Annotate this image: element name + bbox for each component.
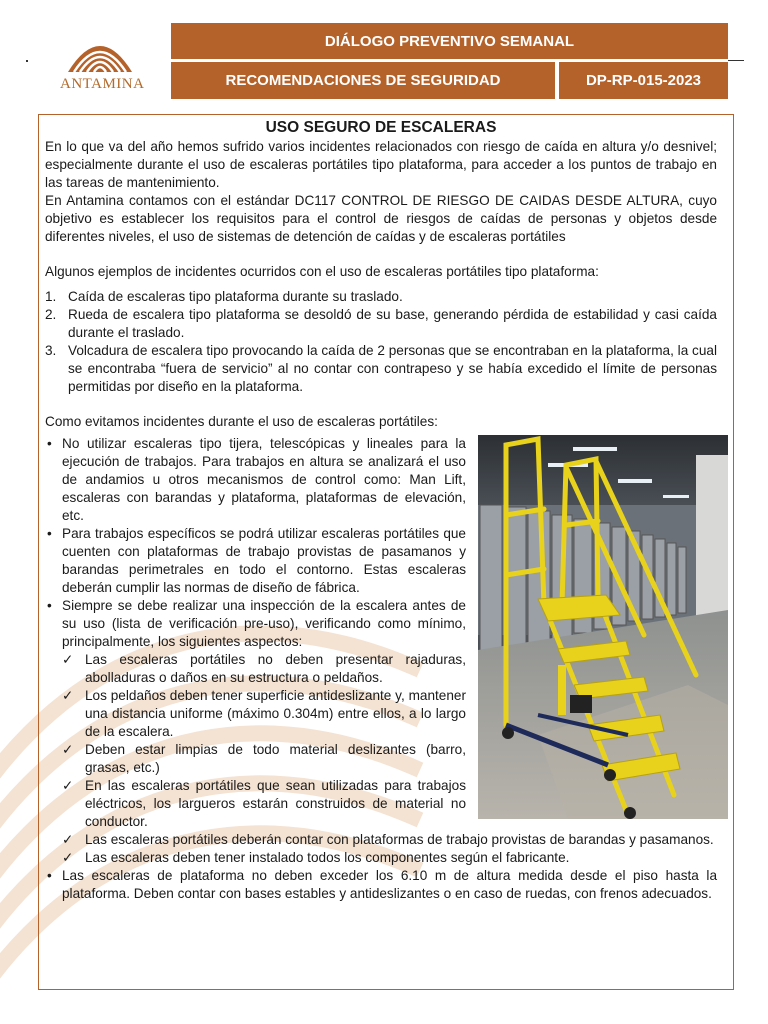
bullet-icon: • bbox=[47, 598, 52, 613]
list-item: • No utilizar escaleras tipo tijera, telescópicas y lineales para la ejecución de trabajos. Para trabajos en altura se analizará el uso de andamios u otros mecanismos de control como: Man Lift, escaleras con barandas y plataforma, plataformas de elevación, etc. bbox=[47, 436, 466, 523]
antamina-logo bbox=[60, 26, 145, 96]
list-item: • Siempre se debe realizar una inspección de la escalera antes de su uso (lista de verificación pre-uso), verificando como mínimo, principalmente, los siguientes aspectos: bbox=[47, 598, 466, 649]
checkmark-icon: ✓ bbox=[62, 742, 74, 757]
list-item: • Para trabajos específicos se podrá utilizar escaleras portátiles que cuenten con plataformas de trabajo provistas de pasamanos y barandas perimetrales en todo el contorno. Estas escaleras deberán cumplir las normas de diseño de fábrica. bbox=[47, 526, 466, 595]
examples-heading: Algunos ejemplos de incidentes ocurridos con el uso de escaleras portátiles tipo plataforma: bbox=[45, 264, 599, 279]
intro-paragraph-2: En Antamina contamos con el estándar DC117 CONTROL DE RIESGO DE CAIDAS DESDE ALTURA, cuyo objetivo es establecer los requisitos para el control de riesgos de caídas de personas y objetos desde diferentes niveles, el uso de sistemas de detención de caídas y de escaleras portátiles bbox=[45, 193, 717, 244]
header-rule bbox=[728, 60, 744, 61]
document-body bbox=[45, 119, 717, 903]
recommendations-section bbox=[45, 435, 717, 903]
checkmark-icon: ✓ bbox=[62, 688, 74, 703]
checklist-item: ✓ En las escaleras portátiles que sean utilizadas para trabajos eléctricos, los largueros estarán construidos de material no conductor. bbox=[62, 778, 466, 829]
list-item: 3. Volcadura de escalera tipo provocando la caída de 2 personas que se encontraban en la plataforma, la cual se encontraba “fuera de servicio” al no contar con contrapeso y se había excedido el límite de personas permitidas por diseño en la plataforma. bbox=[45, 343, 717, 394]
checkmark-icon: ✓ bbox=[62, 652, 74, 667]
document-title: USO SEGURO DE ESCALERAS bbox=[265, 119, 497, 136]
logo-mountain-icon bbox=[60, 26, 140, 78]
list-item: 2. Rueda de escalera tipo plataforma se desoldó de su base, generando pérdida de estabilidad y casi caída durante el traslado. bbox=[45, 307, 717, 340]
ladder-photo bbox=[478, 435, 728, 819]
logo-text: ANTAMINA bbox=[60, 76, 145, 92]
checklist-item: ✓ Las escaleras portátiles no deben presentar rajaduras, abolladuras o daños en su estructura o peldaños. bbox=[62, 652, 466, 685]
incident-list bbox=[45, 288, 717, 396]
checkmark-icon: ✓ bbox=[62, 778, 74, 793]
checklist-item: ✓ Los peldaños deben tener superficie antideslizante y, mantener una distancia uniforme (máximo 0.304m) entre ellos, a lo largo de la escalera. bbox=[62, 688, 466, 739]
bullet-icon: • bbox=[47, 436, 52, 451]
header-title: DIÁLOGO PREVENTIVO SEMANAL bbox=[171, 23, 728, 59]
checkmark-icon: ✓ bbox=[62, 832, 74, 847]
list-item: 1. Caída de escaleras tipo plataforma durante su traslado. bbox=[45, 289, 403, 304]
list-item: • Las escaleras de plataforma no deben exceder los 6.10 m de altura medida desde el piso hasta la plataforma. Deben contar con bases estables y antideslizantes o en caso de ruedas, con frenos adecuados. bbox=[47, 868, 717, 901]
bullet-icon: • bbox=[47, 526, 52, 541]
checkmark-icon: ✓ bbox=[62, 850, 74, 865]
checklist-item: ✓ Las escaleras portátiles deberán contar con plataformas de trabajo provistas de barandas y pasamanos. bbox=[62, 832, 714, 847]
checklist-item: ✓ Deben estar limpias de todo material deslizantes (barro, grasas, etc.) bbox=[62, 742, 466, 775]
document-code: DP-RP-015-2023 bbox=[559, 62, 728, 99]
bullet-icon: • bbox=[47, 868, 52, 883]
header-subtitle: RECOMENDACIONES DE SEGURIDAD bbox=[171, 62, 555, 99]
avoid-heading: Como evitamos incidentes durante el uso de escaleras portátiles: bbox=[45, 414, 438, 429]
intro-paragraph-1: En lo que va del año hemos sufrido varios incidentes relacionados con riesgo de caída en altura y/o desnivel; especialmente durante el uso de escaleras portátiles tipo plataforma, para acceder a los puntos de trabajo en las tareas de mantenimiento. bbox=[45, 139, 717, 190]
stray-mark bbox=[26, 60, 28, 62]
checklist-item: ✓ Las escaleras deben tener instalado todos los componentes según el fabricante. bbox=[62, 850, 570, 865]
